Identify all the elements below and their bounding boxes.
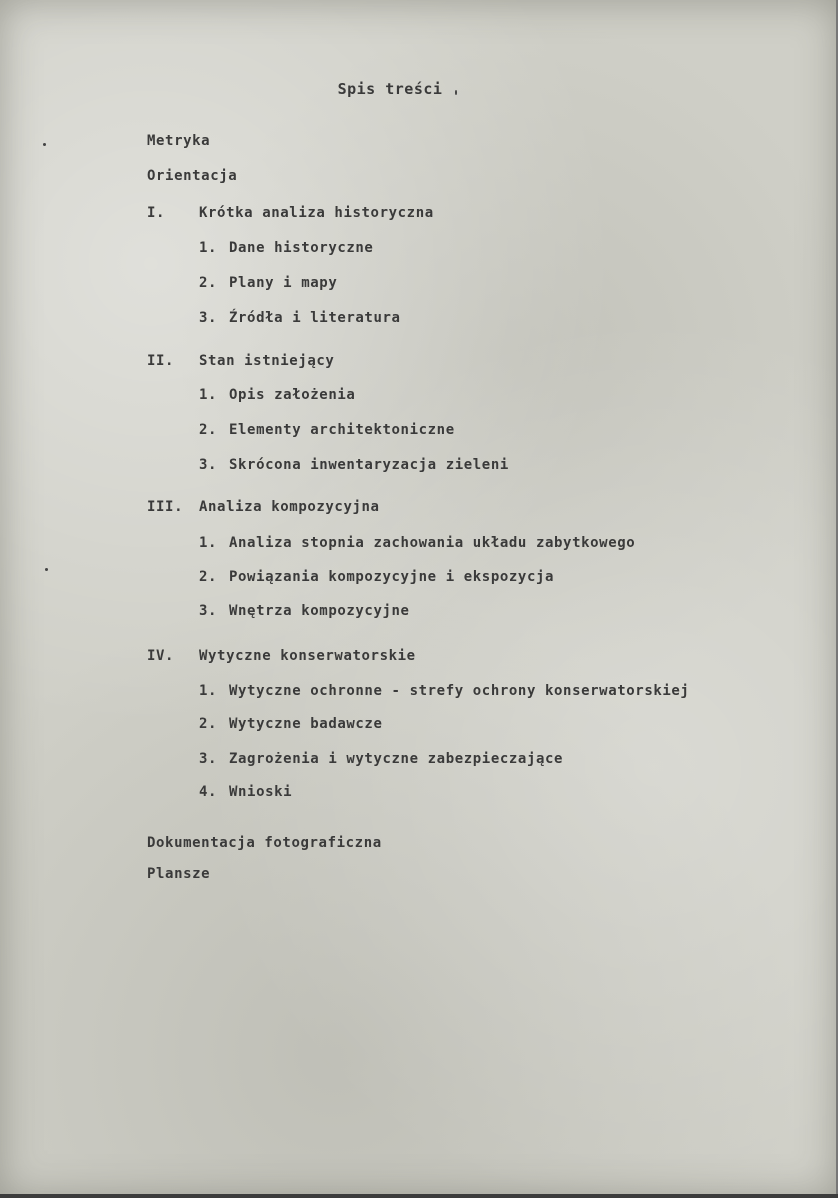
toc-subentry bbox=[199, 275, 337, 291]
section-title: Wytyczne konserwatorskie bbox=[199, 648, 416, 664]
toc-subentry bbox=[199, 240, 373, 256]
toc-subentry bbox=[199, 457, 509, 473]
subentry-number: 3. bbox=[199, 751, 218, 767]
toc-subentry bbox=[199, 603, 410, 619]
subentry-number: 3. bbox=[199, 457, 218, 473]
subentry-number: 1. bbox=[199, 387, 218, 403]
section-number: IV. bbox=[147, 648, 175, 664]
toc-entry-label: Orientacja bbox=[147, 168, 238, 184]
subentry-number: 1. bbox=[199, 535, 218, 551]
toc-subentry bbox=[199, 751, 563, 767]
subentry-title: Źródła i literatura bbox=[229, 310, 401, 326]
toc-subentry bbox=[199, 422, 455, 438]
toc-section-iii bbox=[147, 499, 380, 515]
toc-entry-dokumentacja bbox=[147, 835, 382, 851]
toc-subentry bbox=[199, 569, 554, 585]
subentry-title: Powiązania kompozycyjne i ekspozycja bbox=[229, 569, 555, 585]
subentry-title: Elementy architektoniczne bbox=[229, 422, 455, 438]
page-edge-bottom bbox=[0, 1194, 838, 1198]
subentry-title: Zagrożenia i wytyczne zabezpieczające bbox=[229, 751, 564, 767]
toc-subentry bbox=[199, 784, 292, 800]
subentry-title: Wytyczne ochronne - strefy ochrony konserwatorskiej bbox=[229, 683, 690, 699]
toc-subentry bbox=[199, 716, 383, 732]
section-number: II. bbox=[147, 353, 175, 369]
subentry-title: Wnioski bbox=[229, 784, 293, 800]
subentry-number: 1. bbox=[199, 683, 218, 699]
toc-subentry bbox=[199, 535, 635, 551]
toc-subentry bbox=[199, 683, 689, 699]
section-number: III. bbox=[147, 499, 184, 515]
toc-entry-orientacja bbox=[147, 168, 237, 184]
page-title: Spis treści bbox=[337, 80, 443, 98]
subentry-number: 4. bbox=[199, 784, 218, 800]
toc-subentry bbox=[199, 387, 355, 403]
toc-entry-metryka bbox=[147, 133, 210, 149]
section-title: Krótka analiza historyczna bbox=[199, 205, 434, 221]
toc-entry-label: Dokumentacja fotograficzna bbox=[147, 835, 382, 851]
subentry-title: Plany i mapy bbox=[229, 275, 338, 291]
paper-speck bbox=[43, 143, 46, 146]
subentry-number: 1. bbox=[199, 240, 218, 256]
toc-subentry bbox=[199, 310, 401, 326]
subentry-number: 2. bbox=[199, 716, 218, 732]
subentry-number: 2. bbox=[199, 275, 218, 291]
subentry-number: 3. bbox=[199, 603, 218, 619]
toc-section-iv bbox=[147, 648, 416, 664]
subentry-title: Wytyczne badawcze bbox=[229, 716, 383, 732]
toc-entry-plansze bbox=[147, 866, 210, 882]
paper-speck bbox=[45, 568, 48, 571]
toc-section-i bbox=[147, 205, 434, 221]
subentry-number: 3. bbox=[199, 310, 218, 326]
section-title: Stan istniejący bbox=[199, 353, 335, 369]
subentry-number: 2. bbox=[199, 422, 218, 438]
toc-entry-label: Plansze bbox=[147, 866, 211, 882]
subentry-title: Wnętrza kompozycyjne bbox=[229, 603, 410, 619]
subentry-title: Opis założenia bbox=[229, 387, 356, 403]
paper-speck bbox=[455, 90, 457, 95]
subentry-title: Dane historyczne bbox=[229, 240, 374, 256]
toc-entry-label: Metryka bbox=[147, 133, 211, 149]
subentry-number: 2. bbox=[199, 569, 218, 585]
section-title: Analiza kompozycyjna bbox=[199, 499, 380, 515]
toc-section-ii bbox=[147, 353, 334, 369]
subentry-title: Skrócona inwentaryzacja zieleni bbox=[229, 457, 509, 473]
subentry-title: Analiza stopnia zachowania układu zabytkowego bbox=[229, 535, 636, 551]
section-number: I. bbox=[147, 205, 166, 221]
